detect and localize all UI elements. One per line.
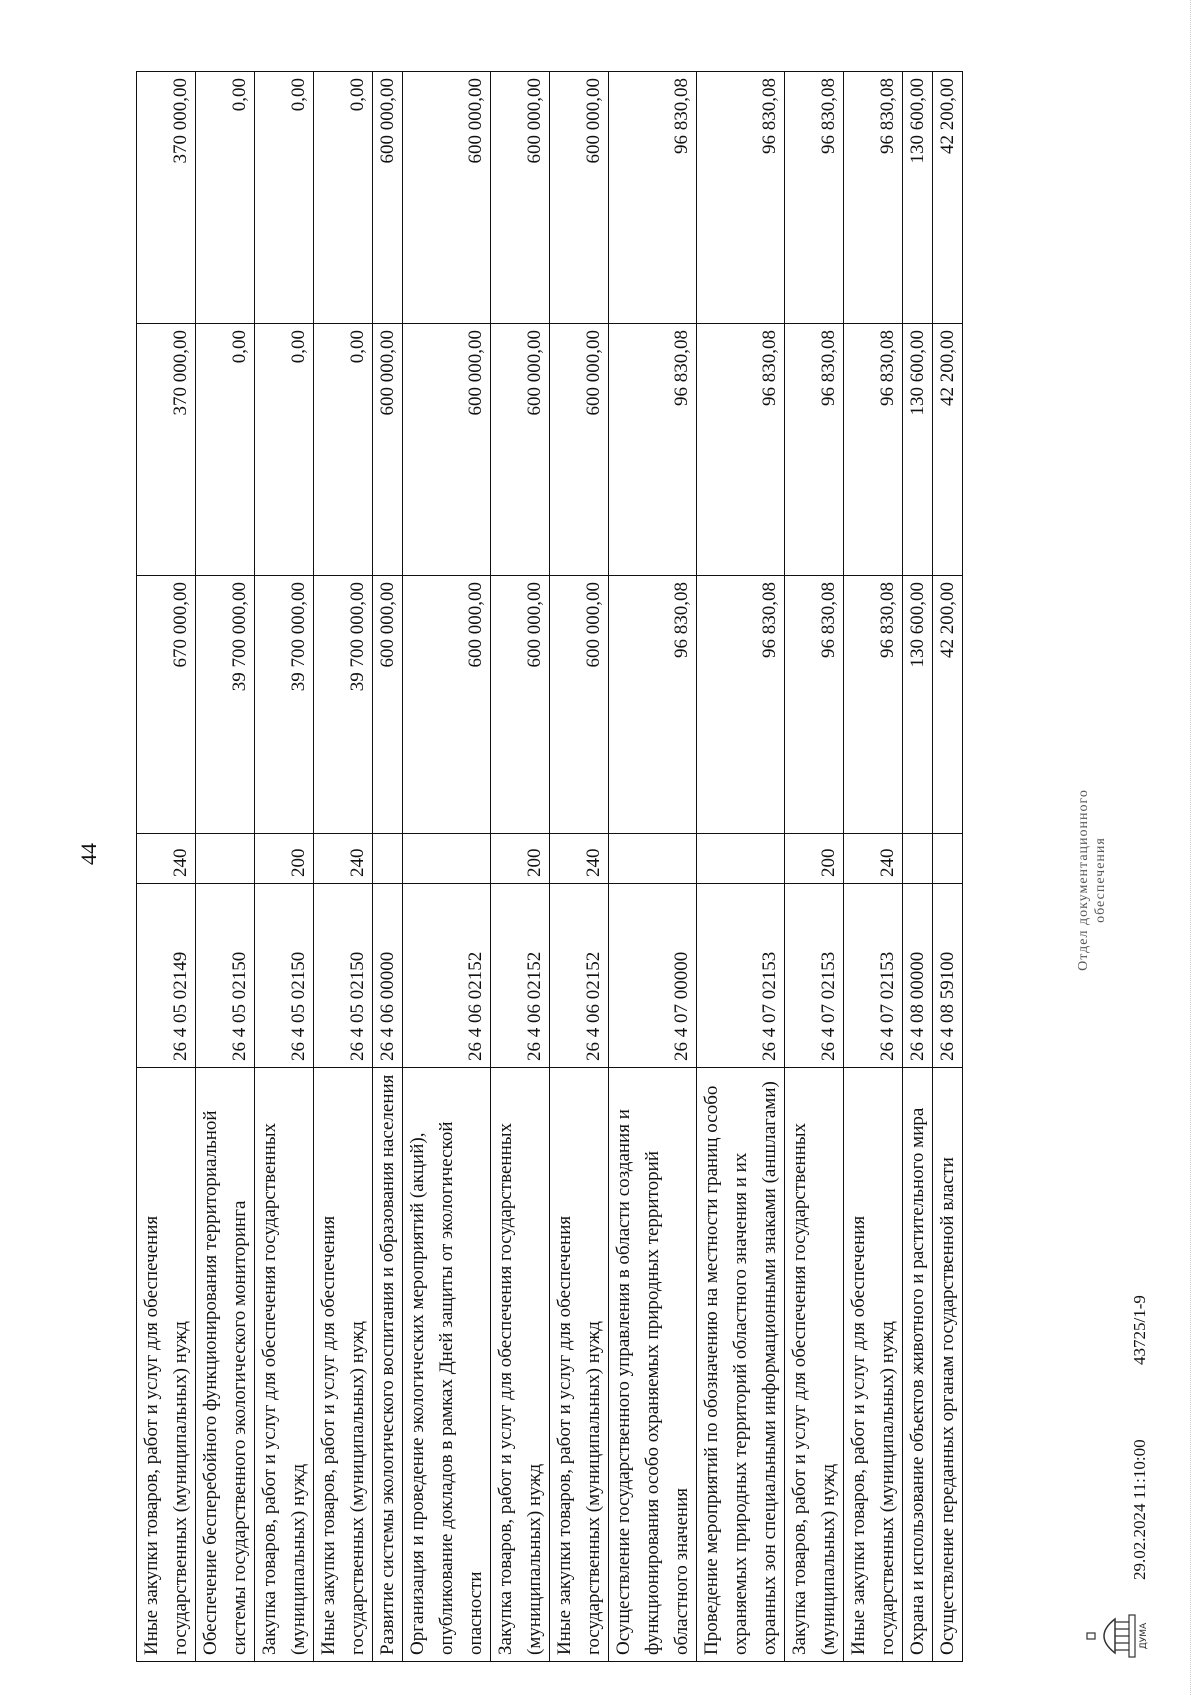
row-type-cell: 200: [491, 834, 550, 884]
table-row: [844, 72, 903, 1662]
row-type-cell: 200: [255, 834, 314, 884]
row-type-cell: 240: [550, 834, 609, 884]
footer-document-code: 43725/1-9: [1130, 1295, 1149, 1365]
row-amount-3-cell: 0,00: [314, 72, 373, 324]
row-code-cell: 26 4 06 00000: [373, 884, 403, 1068]
row-name-cell: Иные закупки товаров, работ и услуг для обеспечения государственных (муниципальных) нужд: [137, 1068, 196, 1662]
table-row: [933, 72, 963, 1662]
row-amount-3-cell: 0,00: [196, 72, 255, 324]
row-type-cell: [933, 834, 963, 884]
row-name-cell: Развитие системы экологического воспитания и образования населения: [373, 1068, 403, 1662]
row-name-cell: Обеспечение бесперебойного функционирования территориальной системы государственного экологического мониторинга: [196, 1068, 255, 1662]
row-name-cell: Иные закупки товаров, работ и услуг для обеспечения государственных (муниципальных) нужд: [550, 1068, 609, 1662]
row-amount-1-cell: 96 830,08: [609, 576, 697, 834]
row-amount-2-cell: 96 830,08: [844, 324, 903, 576]
row-code-cell: 26 4 05 02150: [314, 884, 373, 1068]
footer-date: 29.02.2024 11:10:00: [1130, 1439, 1149, 1580]
row-code-cell: 26 4 06 02152: [550, 884, 609, 1068]
row-name-cell: Закупка товаров, работ и услуг для обеспечения государственных (муниципальных) нужд: [255, 1068, 314, 1662]
table-row: [785, 72, 844, 1662]
row-amount-3-cell: 96 830,08: [609, 72, 697, 324]
row-type-cell: [609, 834, 697, 884]
table-row: [137, 72, 196, 1662]
row-code-cell: 26 4 07 02153: [844, 884, 903, 1068]
row-name-cell: Организация и проведение экологических мероприятий (акций), опубликование докладов в рамках Дней защиты от экологической опасности: [403, 1068, 491, 1662]
table-body: [137, 72, 963, 1662]
row-amount-2-cell: 0,00: [255, 324, 314, 576]
row-name-cell: Закупка товаров, работ и услуг для обеспечения государственных (муниципальных) нужд: [491, 1068, 550, 1662]
row-code-cell: 26 4 08 59100: [933, 884, 963, 1068]
table-row: [255, 72, 314, 1662]
row-amount-2-cell: 0,00: [314, 324, 373, 576]
row-code-cell: 26 4 05 02149: [137, 884, 196, 1068]
row-type-cell: 240: [137, 834, 196, 884]
row-name-cell: Осуществление переданных органам государственной власти: [933, 1068, 963, 1662]
table-row: [373, 72, 403, 1662]
row-code-cell: 26 4 05 02150: [255, 884, 314, 1068]
row-amount-3-cell: 130 600,00: [903, 72, 933, 324]
row-amount-2-cell: 42 200,00: [933, 324, 963, 576]
row-amount-3-cell: 370 000,00: [137, 72, 196, 324]
row-amount-1-cell: 39 700 000,00: [196, 576, 255, 834]
row-amount-1-cell: 600 000,00: [491, 576, 550, 834]
row-code-cell: 26 4 05 02150: [196, 884, 255, 1068]
row-name-cell: Осуществление государственного управления в области создания и функционирования особо охраняемых природных территорий областного значения: [609, 1068, 697, 1662]
row-amount-1-cell: 96 830,08: [697, 576, 785, 834]
row-type-cell: [196, 834, 255, 884]
table-row: [903, 72, 933, 1662]
row-code-cell: 26 4 06 02152: [403, 884, 491, 1068]
row-amount-2-cell: 96 830,08: [697, 324, 785, 576]
row-amount-1-cell: 600 000,00: [373, 576, 403, 834]
table-row: [196, 72, 255, 1662]
row-amount-2-cell: 600 000,00: [491, 324, 550, 576]
row-amount-2-cell: 600 000,00: [550, 324, 609, 576]
row-amount-1-cell: 39 700 000,00: [255, 576, 314, 834]
row-name-cell: Закупка товаров, работ и услуг для обеспечения государственных (муниципальных) нужд: [785, 1068, 844, 1662]
row-amount-2-cell: 370 000,00: [137, 324, 196, 576]
row-name-cell: Иные закупки товаров, работ и услуг для обеспечения государственных (муниципальных) нужд: [314, 1068, 373, 1662]
stamp-line-1: Отдел документационного: [1076, 789, 1091, 971]
row-amount-1-cell: 130 600,00: [903, 576, 933, 834]
row-type-cell: [697, 834, 785, 884]
row-name-cell: Иные закупки товаров, работ и услуг для обеспечения государственных (муниципальных) нужд: [844, 1068, 903, 1662]
row-amount-3-cell: 96 830,08: [844, 72, 903, 324]
row-amount-2-cell: 96 830,08: [609, 324, 697, 576]
row-type-cell: 240: [314, 834, 373, 884]
row-name-cell: Охрана и использование объектов животного и растительного мира: [903, 1068, 933, 1662]
row-name-cell: Проведение мероприятий по обозначению на местности границ особо охраняемых природных территорий областного значения и их охранных зон специальными информационными знаками (аншлагами): [697, 1068, 785, 1662]
row-amount-1-cell: 670 000,00: [137, 576, 196, 834]
row-amount-3-cell: 96 830,08: [697, 72, 785, 324]
row-amount-1-cell: 42 200,00: [933, 576, 963, 834]
table-row: [550, 72, 609, 1662]
row-code-cell: 26 4 07 02153: [697, 884, 785, 1068]
row-amount-1-cell: 96 830,08: [844, 576, 903, 834]
row-code-cell: 26 4 07 00000: [609, 884, 697, 1068]
row-amount-2-cell: 0,00: [196, 324, 255, 576]
row-type-cell: [373, 834, 403, 884]
row-amount-3-cell: 0,00: [255, 72, 314, 324]
row-amount-3-cell: 600 000,00: [373, 72, 403, 324]
scan-edge-line: [1190, 0, 1192, 1695]
row-amount-3-cell: 600 000,00: [403, 72, 491, 324]
row-amount-1-cell: 39 700 000,00: [314, 576, 373, 834]
row-amount-1-cell: 600 000,00: [550, 576, 609, 834]
row-amount-2-cell: 130 600,00: [903, 324, 933, 576]
row-amount-2-cell: 600 000,00: [403, 324, 491, 576]
department-stamp: [1075, 775, 1109, 985]
row-amount-2-cell: 600 000,00: [373, 324, 403, 576]
row-amount-1-cell: 600 000,00: [403, 576, 491, 834]
table-row: [697, 72, 785, 1662]
row-type-cell: [903, 834, 933, 884]
row-code-cell: 26 4 08 00000: [903, 884, 933, 1068]
row-code-cell: 26 4 07 02153: [785, 884, 844, 1068]
row-type-cell: [403, 834, 491, 884]
row-type-cell: 240: [844, 834, 903, 884]
table-row: [491, 72, 550, 1662]
page-number: 44: [76, 843, 101, 865]
table-row: [403, 72, 491, 1662]
svg-text:ДУМА: ДУМА: [1139, 1622, 1149, 1650]
row-amount-3-cell: 600 000,00: [491, 72, 550, 324]
table-row: [314, 72, 373, 1662]
stamp-line-2: обеспечения: [1093, 837, 1108, 923]
row-type-cell: 200: [785, 834, 844, 884]
row-amount-3-cell: 42 200,00: [933, 72, 963, 324]
row-code-cell: 26 4 06 02152: [491, 884, 550, 1068]
table-row: [609, 72, 697, 1662]
row-amount-1-cell: 96 830,08: [785, 576, 844, 834]
row-amount-3-cell: 600 000,00: [550, 72, 609, 324]
duma-emblem-icon: [1085, 1609, 1149, 1663]
budget-table: [136, 71, 963, 1662]
row-amount-2-cell: 96 830,08: [785, 324, 844, 576]
row-amount-3-cell: 96 830,08: [785, 72, 844, 324]
